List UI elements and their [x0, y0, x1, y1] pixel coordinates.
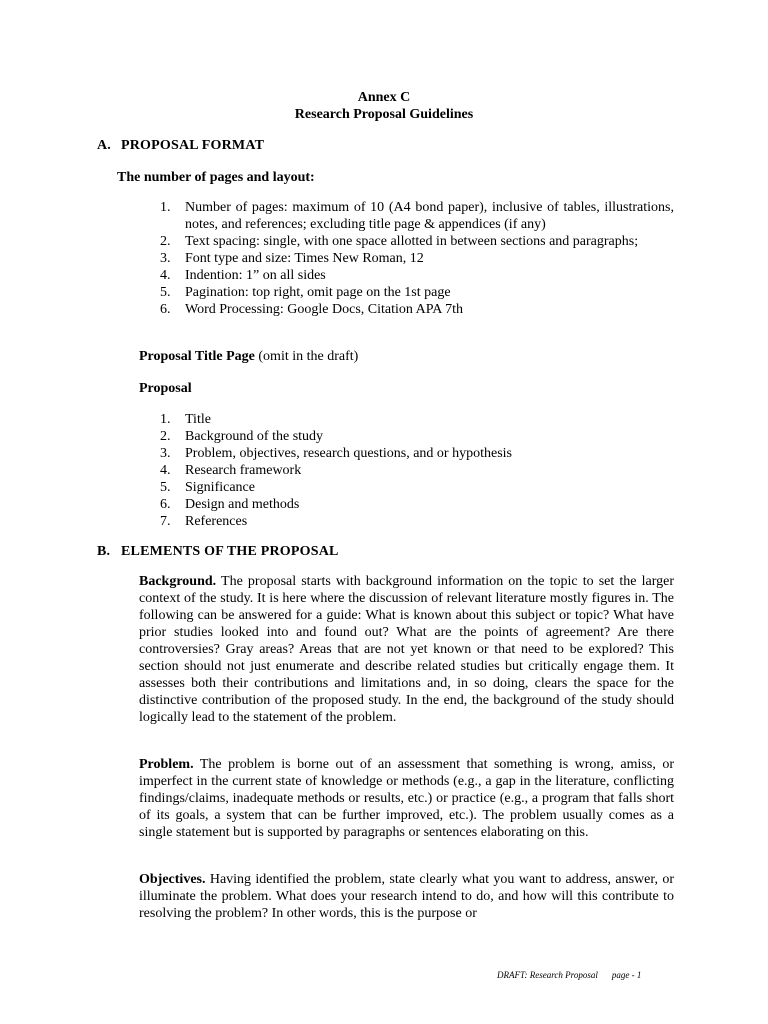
list-item: 5. Significance — [160, 480, 255, 495]
list-item: 5. Pagination: top right, omit page on the 1st page — [160, 285, 451, 300]
problem-paragraph: Problem. The problem is borne out of an assessment that something is wrong, amiss, or imperfect in the current state of knowledge or methods (e.g., a gap in the literature, conflicting findings/claims, inadequate methods or results, etc.) or practice (e.g., a program that falls short of its goals, a system that can be further improved, etc.). The problem usually comes as a single statement but is supported by paragraphs or sentences elaborating on this. — [139, 757, 674, 840]
page-number: page - 1 — [611, 970, 642, 980]
section-b-letter: B. — [97, 544, 111, 559]
list-item: 4. Indention: 1” on all sides — [160, 268, 326, 283]
section-a-heading — [97, 137, 264, 154]
list-item: 3. Problem, objectives, research questions, and or hypothesis — [160, 446, 512, 461]
title-page-note — [139, 348, 674, 365]
proposal-list — [140, 411, 674, 530]
objectives-label: Objectives. — [139, 872, 206, 887]
list-item: 7. References — [160, 514, 248, 529]
list-item: 6. Word Processing: Google Docs, Citation APA 7th — [160, 302, 463, 317]
problem-label: Problem. — [139, 757, 194, 772]
list-item: 1. Title — [160, 412, 211, 427]
annex-label: Annex C — [357, 90, 411, 105]
list-item: 2. Text spacing: single, with one space allotted in between sections and paragraphs; — [160, 234, 639, 249]
list-item: 6. Design and methods — [160, 497, 300, 512]
title-page-label: Proposal Title Page — [139, 349, 255, 364]
objectives-paragraph: Objectives. Having identified the problem, state clearly what you want to address, answer, or illuminate the problem. What does your research intend to do, and how will this contribute to resolving the problem? In other words, this is the purpose or — [139, 872, 674, 921]
proposal-subheading: Proposal — [139, 381, 192, 396]
section-a-title: PROPOSAL FORMAT — [121, 138, 265, 153]
layout-subheading: The number of pages and layout: — [117, 170, 315, 185]
list-item: 2. Background of the study — [160, 429, 324, 444]
title-page-text: (omit in the draft) — [254, 349, 359, 364]
section-b-title: ELEMENTS OF THE PROPOSAL — [121, 544, 339, 559]
section-a-letter: A. — [97, 138, 112, 153]
background-paragraph: Background. The proposal starts with background information on the topic to set the larger context of the study. It is here where the discussion of relevant literature mostly figures in. The following can be answered for a guide: What is known about this subject or topic? What have prior studies looked into and found out? What are the points of agreement? Are there controversies? Gray areas? Areas that are not yet known or that need to be explored? This section should not just enumerate and describe related studies but critically engage them. It assesses both their contributions and limitations and, in so doing, clears the space for the distinctive contribution of the proposed study. In the end, the background of the study should logically lead to the statement of the problem. — [139, 574, 674, 725]
list-item: 3. Font type and size: Times New Roman, 12 — [160, 251, 424, 266]
footer-doc-label: DRAFT: Research Proposal — [497, 970, 598, 980]
list-item: 1. Number of pages: maximum of 10 (A4 bond paper), inclusive of tables, illustrations, notes, and references; excluding title page & appendices (if any) — [160, 200, 674, 232]
background-label: Background. — [139, 574, 217, 589]
page-footer — [497, 967, 641, 984]
document-title: Research Proposal Guidelines — [294, 107, 474, 122]
document-header — [0, 89, 768, 123]
section-b-heading — [97, 543, 339, 560]
layout-list — [140, 199, 674, 318]
list-item: 4. Research framework — [160, 463, 302, 478]
